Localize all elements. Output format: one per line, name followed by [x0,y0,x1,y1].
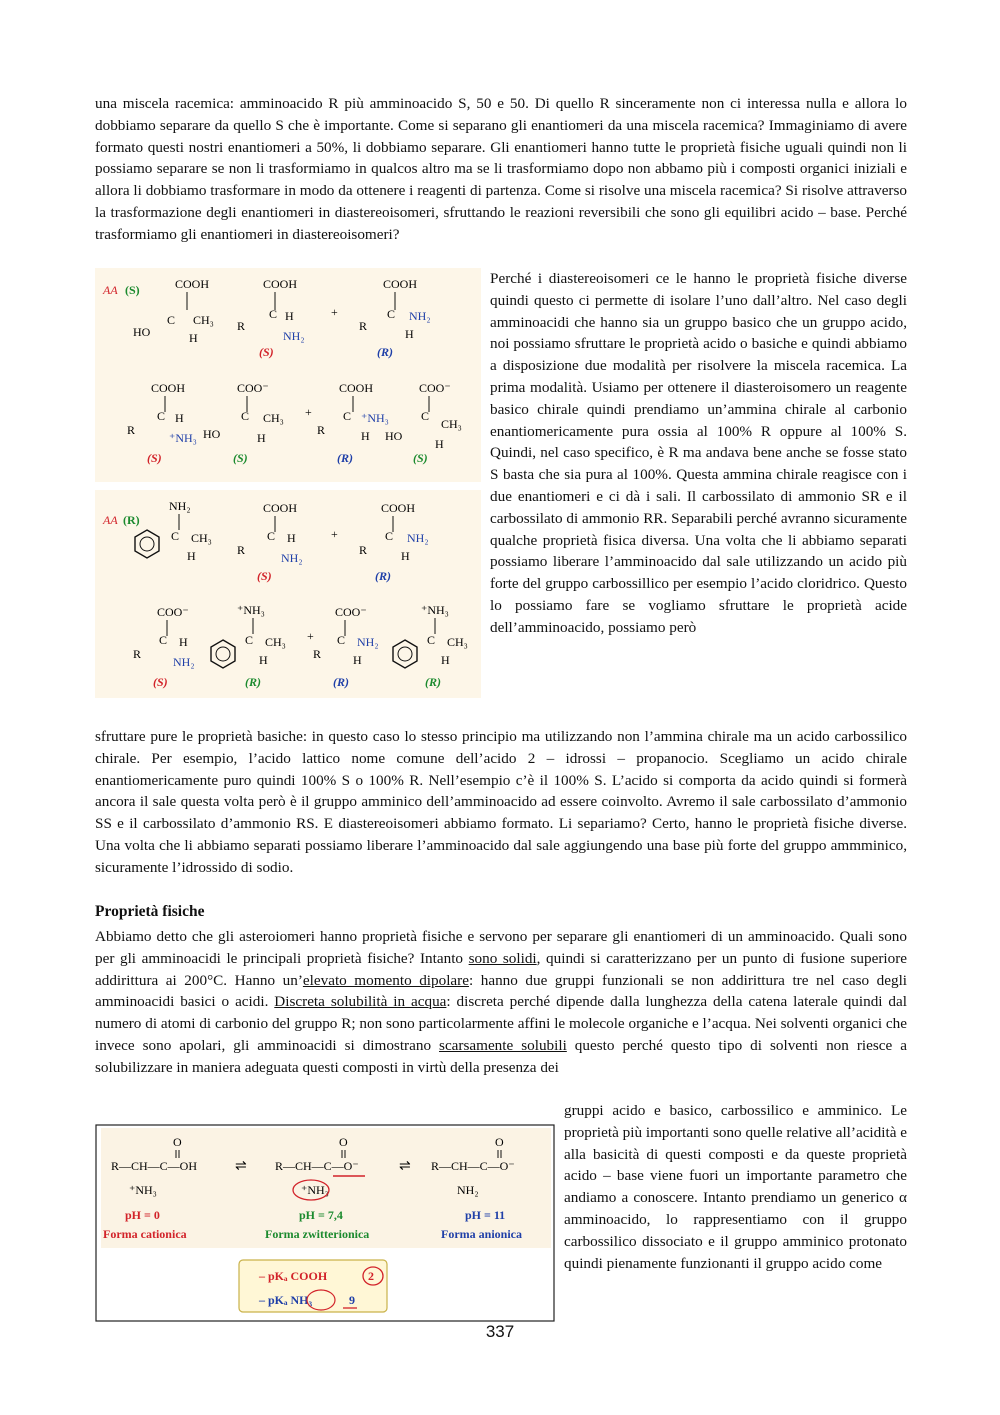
panel-2-products [133,603,468,689]
config-label-bottom: (R) [123,513,140,527]
pka2-value: 9 [349,1293,355,1307]
h-label: H [257,431,266,445]
cooh-label: COOH [263,277,298,291]
coo-label: COO⁻ [335,605,367,619]
structure-anion: R—CH—C—O⁻ [431,1159,515,1173]
cooh-label: COOH [263,501,298,515]
h-label: H [435,437,444,451]
carbon-label: C [245,633,254,647]
p4-text-b: , quindi si caratterizzano per un punto di fusione superiore addirittura ai 200°C. Hanno un’ [95,949,908,989]
pka1-label: – pKₐ COOH [259,1269,328,1283]
config-r: (R) [337,451,353,465]
paragraph-2: Perché i diastereoisomeri ce le hanno le proprietà fisiche diverse quindi questo ci permette di isolare l’uno dall’altro. Nel caso degli amminoacidi che hanno sia un gruppo basico che un gruppo acido, noi possiamo sfruttare le proprietà acido o basiche e quindi abbiamo a disposizione due modalità per risolvere la miscela racemica. La prima modalità. Usiamo per ottenere il diasteroisomero un reagente basico chirale quindi prendiamo un’ammina chirale al carbonio enantiomericamente pura ossia al 100% R oppure al 100% S. Quindi, nel caso specifico, è R ma andava bene anche se fosse stato S basta che sia pura al 100%. Questa ammina chirale reagisce con i due enantiomeri e ci dà i sali. Il carbossilato di ammonio SR e il carbossilato di ammonio RR. Separabili perché avranno sicuramente qualche proprietà fisica diversa. Una volta che li abbiamo separati possiamo liberare l’amminoacido dal sale utilizzando un acido più forte del gruppo carbossillico per esempio l’acido cloridrico. Questo lo possiamo fare se vogliamo sfruttare le proprietà acide dell’amminoacido, possiamo però [490,270,907,636]
carbon-label: C [421,409,430,423]
plus-sign: + [307,629,314,643]
ch3-label: CH₃ [191,531,212,545]
h-label: H [353,653,362,667]
nh3-label: ⁺NH₃ [421,603,449,617]
plus-sign: + [331,305,338,319]
r-label: R [359,543,368,557]
form-anion: Forma anionica [441,1227,522,1241]
plus-sign: + [331,527,338,541]
p4-underlined-3: Discreta solubilità in acqua [274,993,447,1011]
config-s: (S) [233,451,248,465]
panel-1 [102,277,431,359]
nh3-label: ⁺NH₃ [361,411,389,425]
structure-cation: R—CH—C—OH [111,1159,198,1173]
ch3-label: CH₃ [265,635,286,649]
acid-base-figure [95,1124,555,1322]
panel-2 [102,499,429,583]
coo-label: COO⁻ [419,381,451,395]
cooh-label: COOH [383,277,418,291]
pka2-label: – pKₐ NH₃ [259,1293,313,1307]
form-zwitterion: Forma zwitterionica [265,1227,370,1241]
cooh-label: COOH [175,277,210,291]
p4-text-e: questo perché questo tipo di solventi non riesce a solubilizzare in maniera adeguata questi composti in virtù della presenza dei [95,1036,907,1076]
p4-text-a: Abbiamo detto che gli asteroiomeri hanno proprietà fisiche e servono per separare gli enantiomeri di un amminoacido. Quali sono per gli amminoacidi le principali proprietà fisiche? Intanto [95,928,907,967]
nh2-label: NH₂ [173,655,195,669]
h-label: H [285,309,294,323]
benzene-circle [398,647,412,661]
config-r: (R) [333,675,349,689]
config-s: (S) [147,451,162,465]
paragraph-3: sfruttare pure le proprietà basiche: in questo caso lo stesso principio ma utilizzando non l’ammina chirale ma un acido carbossilico chirale. Per esempio, l’acido lattico nome comune dell’acido 2 – idrossi – propanocio. Scegliamo un acido chirale enantiomericamente puro quindi 100% S o 100% R. Nell’esempio c’è il 100% S. L’acido si comporta da acido quindi si formerà ancora il sale questa volta però è il gruppo amminico dell’amminoacido ad essere coinvolto. Avremo il sale carbossilato d’ammonio SS e il carbossilato d’ammonio RS. E diastereoisomeri abbiamo formato. Li separiamo? Certo, hanno le proprietà fisiche diverse. Una volta che li abbiamo separati possiamo liberare l’amminoacido dal sale aggiungendo una base più forte del gruppo ammminico, sicuramente l’idrossido di sodio. [95,728,907,876]
coo-label: COO⁻ [237,381,269,395]
pka1-value: 2 [368,1269,374,1283]
o-label: O [339,1135,348,1149]
h-label: H [187,549,196,563]
nh2-label: NH₂ [409,309,431,323]
paragraph-1: una miscela racemica: amminoacido R più amminoacido S, 50 e 50. Di quello R sinceramente non ci interessa nulla e allora lo dobbiamo separare da quello S che è importante. Come si separano gli enantiomeri da una miscela racemica? Immaginiamo di avere formato questi nostri enantiomeri a 50%, li dobbiamo separare. Gli enantiomeri hanno tutte le proprietà fisiche uguali quindi non li possiamo separare se non li trasformiamo in qualcos altro ma se li trasformiamo dopo non abbamo più i composti organici iniziali e allora li dobbiamo trasformare in modo da ottenere i reagenti di partenza. Come si risolve una miscela racemica? Si risolve attraverso la trasformazione degli enantiomeri in diastereoisomeri, sfruttando le reazioni reversibili che sono gli equilibri acido – base. Perché trasformiamo gli enantiomeri in diastereoisomeri? [95,95,907,243]
config-s: (S) [259,345,274,359]
carbon-label: C [159,633,168,647]
r-label: R [127,423,136,437]
ch3-label: CH₃ [447,635,468,649]
p4-underlined-4: scarsamente solubili [439,1036,567,1054]
r-label: R [133,647,142,661]
r-label: R [359,319,368,333]
equilibrium-arrow: ⇌ [235,1159,247,1174]
h-label: H [401,549,410,563]
o-label: O [173,1135,182,1149]
ph-zwitterion: pH = 7,4 [299,1208,343,1222]
config-r: (R) [245,675,261,689]
carbon-label: C [269,307,278,321]
ch3-label: CH₃ [193,313,214,327]
ho-label: HO [133,325,151,339]
carbon-label: C [343,409,352,423]
p4-underlined-1: sono solidi [468,949,537,967]
sub-cation: ⁺NH₃ [129,1183,157,1197]
config-r: (R) [375,569,391,583]
r-label: R [237,319,246,333]
nh2-label: NH₂ [283,329,305,343]
nh3-label: ⁺NH₃ [169,431,197,445]
h-label: H [287,531,296,545]
carbon-label: C [387,307,396,321]
o-label: O [495,1135,504,1149]
r-label: R [313,647,322,661]
benzene-ring [211,640,235,668]
section-heading: Proprietà fisiche [95,903,205,920]
acid-base-diagram [95,1124,555,1322]
page-number: 337 [485,1322,515,1341]
benzene-circle [216,647,230,661]
h-label: H [259,653,268,667]
config-s: (S) [257,569,272,583]
carbon-label: C [171,529,180,543]
panel-1-products [127,381,462,465]
cooh-label: COOH [339,381,374,395]
h-label: H [441,653,450,667]
ho-label: HO [203,427,221,441]
p4-text-c: : hanno due gruppi funzionali se non addirittura tre nel caso degli amminoacidi basici o acidi. [95,971,908,1011]
nh3-label: ⁺NH₃ [237,603,265,617]
ph-anion: pH = 11 [465,1208,506,1222]
paragraph-5: gruppi acido e basico, carbossilico e amminico. Le proprietà più importanti sono quelle relative all’acidità e alla basicità di questi composti e da queste proprietà acido – base viene fuori un importante parametro che andiamo a conoscere. Intanto prendiamo un generico α amminoacido, lo rappresentiamo con il gruppo carbossilico dissociato e il gruppo amminico protonato quindi pienamente funzionanti il gruppo acido come [564,1102,907,1272]
nh2-label: NH₂ [407,531,429,545]
cooh-label: COOH [151,381,186,395]
h-label: H [175,411,184,425]
benzene-ring [135,530,159,558]
benzene-circle [140,537,154,551]
nh2-label: NH₂ [281,551,303,565]
cooh-label: COOH [381,501,416,515]
carbon-label: C [427,633,436,647]
resolution-diagram [95,268,481,698]
paragraph-4 [95,926,907,1079]
h-label: H [405,327,414,341]
p4-underlined-2: elevato momento dipolare [302,971,469,989]
config-r: (R) [377,345,393,359]
ho-label: HO [385,429,403,443]
sub-anion: NH₂ [457,1183,479,1197]
carbon-label: C [241,409,250,423]
plus-sign: + [305,405,312,419]
config-label-top: (S) [125,283,140,297]
carbon-label: C [337,633,346,647]
carbon-label: C [385,529,394,543]
p4-text-d: : discreta perché dipende dalla lunghezza della catena laterale quindi dal numero di atomi di carbonio del gruppo R; non sono particolarmente affini le molecole organiche e l’acqua. Nei solventi organici che invece sono apolari, gli amminoacidi si dimostrano [95,993,907,1054]
form-cation: Forma cationica [103,1227,187,1241]
config-r: (R) [425,675,441,689]
config-s: (S) [153,675,168,689]
h-label: H [361,429,370,443]
r-label: R [237,543,246,557]
annotation-1: AA [103,283,118,297]
benzene-ring [393,640,417,668]
structure-zwitterion: R—CH—C—O⁻ [275,1159,359,1173]
carbon-label: C [167,313,176,327]
h-label: H [189,331,198,345]
config-s: (S) [413,451,428,465]
coo-label: COO⁻ [157,605,189,619]
h-label: H [179,635,188,649]
sub-zwitterion: ⁺NH₃ [301,1183,329,1197]
carbon-label: C [267,529,276,543]
equilibrium-arrow: ⇌ [399,1159,411,1174]
resolution-figure [95,268,481,698]
r-label: R [317,423,326,437]
nh2-label: NH₂ [169,499,191,513]
ch3-label: CH₃ [263,411,284,425]
nh2-label: NH₂ [357,635,379,649]
annotation-2: AA [103,513,118,527]
ph-cation: pH = 0 [125,1208,160,1222]
carbon-label: C [157,409,166,423]
ch3-label: CH₃ [441,417,462,431]
